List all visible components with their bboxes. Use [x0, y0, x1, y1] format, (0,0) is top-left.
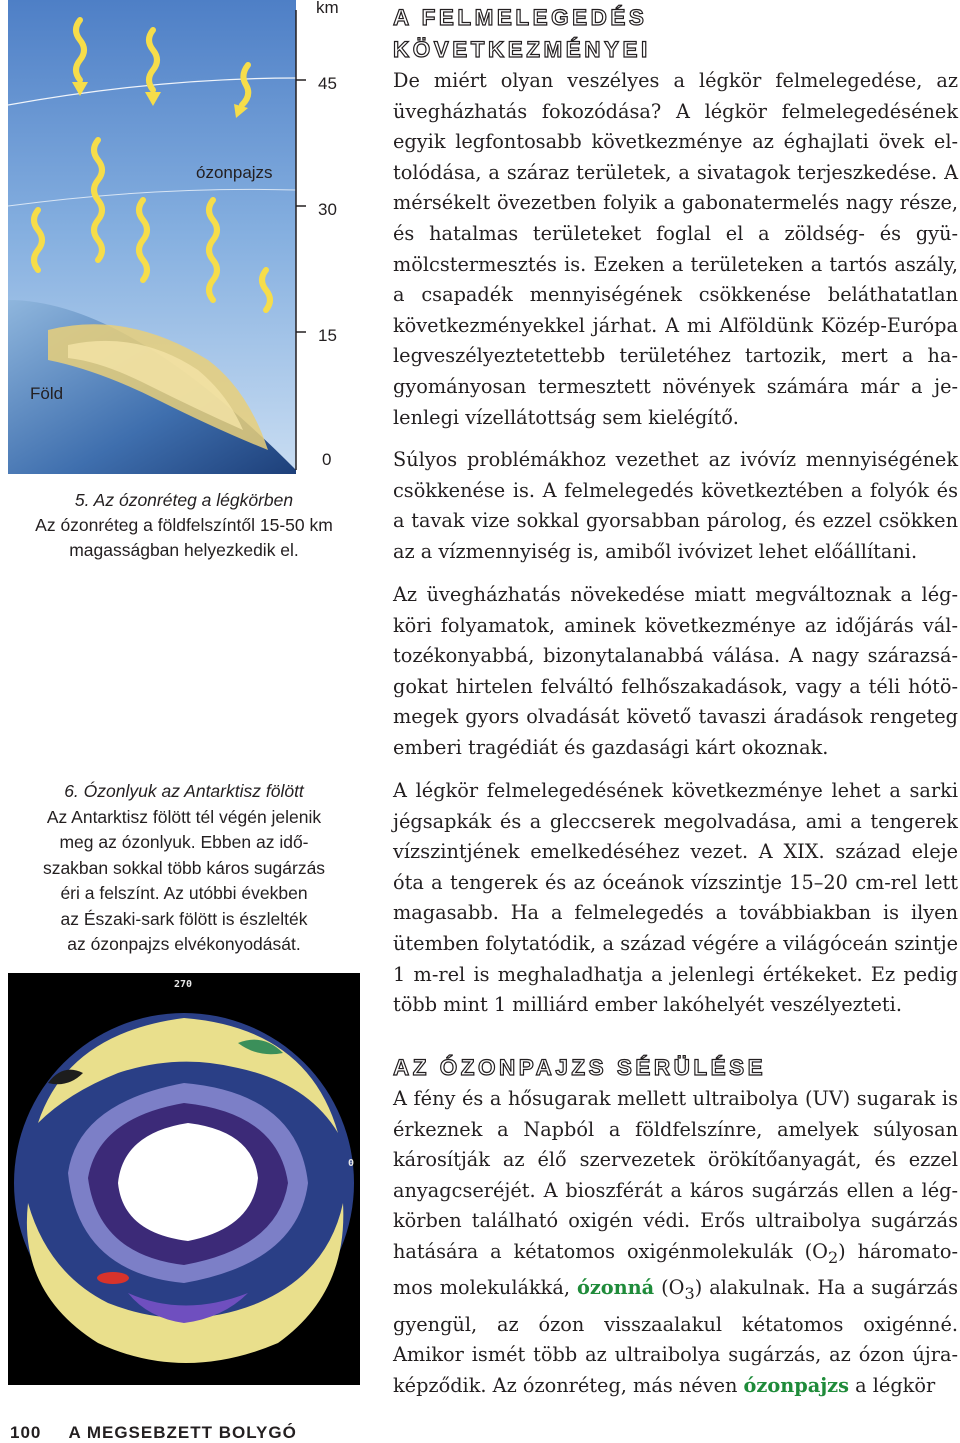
p5-text: ) alakulnak. Ha a sugárzás gyengül, az ózon visszaalakul kétatomos oxigénné. Amikor ismét több az ultraibolya sugárzás, az ózon újraképződik. Az ózonréteg, más néven — [393, 1276, 958, 1398]
page-number: 100 — [10, 1423, 42, 1442]
page-footer — [10, 1423, 297, 1443]
section1-heading-line2: KÖVETKEZMÉNYEI — [393, 37, 651, 62]
ozone-hole-map — [8, 973, 360, 1385]
p5-text: a légkör — [848, 1374, 936, 1398]
km-tick-0: 0 — [322, 450, 332, 469]
p5-text: (O — [654, 1276, 685, 1300]
paragraph-5 — [393, 1084, 958, 1402]
section1-heading — [393, 2, 713, 66]
p5-text: A fény és a hősugarak mellett ultraibolya (UV) sugarak is érkeznek a Napból a földfelszínre, amelyek súlyosan károsítják az élő szervezetek örökítőanyagát, és ezzel anyagcseréjét. A bioszférát a káros sugárzás ellen a légkörben található oxigén védi. Erős ultraibolya sugárzás hatására a kétatomos oxigénmolekulák (O — [393, 1087, 958, 1263]
ozone-layer-figure — [8, 0, 360, 474]
term-ozonpajzs: ózonpajzs — [743, 1374, 849, 1398]
figure1-caption-line: Az ózonréteg a földfelszíntől 15-50 km — [35, 515, 333, 535]
earth-label: Föld — [30, 384, 64, 403]
longitude-0-label: 0 — [348, 1158, 355, 1169]
section2-heading: AZ ÓZONPAJZS SÉRÜLÉSE — [393, 1055, 767, 1080]
km-tick-30: 30 — [318, 200, 337, 219]
chapter-title: A MEGSEBZETT BOLYGÓ — [68, 1423, 297, 1442]
ozone-hole-figure — [8, 973, 360, 1385]
subscript-3: 3 — [684, 1284, 695, 1304]
figure2-caption-line: az Északi-sark fölött is észlelték — [60, 908, 308, 929]
section1-heading-line1: A FELMELEGEDÉS — [393, 5, 648, 30]
term-ozonna: ózonná — [576, 1276, 655, 1300]
paragraph-4: A légkör felmelegedésének következménye lehet a sarki jégsapkák és a gleccserek megolvadása, ami a tengerek vízszintjének emelkedéséhez vezet. A XIX. század eleje óta a tengerek és az óceánok vízszintje 15–20 cm-rel lett magasabb. Ha a felmelegedés a továbbiakban is ilyen ütemben folytatódik, a század végére a világóceán szintje 1 m-rel is meghaladhatja a jelenlegi értékeket. Ez pedig több mint 1 milliárd ember lakóhelyét veszélyezteti. — [393, 779, 958, 1017]
p5-text: ) háromatomos molekulákká, — [393, 1239, 958, 1300]
figure2-caption-line: szakban sokkal több káros sugárzás — [42, 857, 326, 878]
figure2-caption-line: az ózonpajzs elvékonyodását. — [67, 934, 301, 954]
longitude-270-label: 270 — [174, 979, 193, 990]
figure1-caption-title: 5. Az ózonréteg a légkörben — [74, 490, 294, 510]
figure2-caption — [8, 779, 360, 958]
paragraph-3: Az üvegházhatás növekedése miatt megváltoznak a légköri folyamatok, aminek következménye az időjárás változékonyabbá, bizonytalanabbá válása. A nagy szárazságokat hirtelen felváltó felhőszakadások, vagy a téli hótömegek gyors olvadását követő tavaszi áradások rengeteg emberi tragédiát és gazdasági kárt okoznak. — [393, 583, 958, 759]
km-tick-15: 15 — [318, 326, 337, 345]
figure2-caption-line: meg az ózonlyuk. Ebben az idő- — [59, 832, 309, 852]
paragraph-1: De miért olyan veszélyes a légkör felmelegedése, az üvegházhatás fokozódása? A légkör felmelegedésének egyik legfontosabb következménye az éghajlati övek eltolódása, a száraz területek, a sivatagok terjeszkedése. A mérsékelt övezetben folyik a gabonatermelés nagy része, és hatalmas területeket foglal el a zöldség- és gyümölcstermesztés is. Ezeken a területeken a tartós aszály, a csapadék mennyiségének csökkenése beláthatatlan következményekkel járhat. A mi Alföldünk Közép-Európa legveszélyeztetettebb területéhez tartozik, mert a hagyományosan termesztett növények számára már a jelenlegi vízellátottság sem kielégítő. — [393, 69, 958, 429]
km-unit-label: km — [316, 0, 339, 17]
figure1-caption-line: magasságban helyezkedik el. — [69, 540, 299, 560]
figure2-caption-title: 6. Ózonlyuk az Antarktisz fölött — [64, 781, 304, 801]
ozone-shield-label: ózonpajzs — [196, 163, 273, 182]
figure1-caption — [8, 488, 360, 563]
paragraph-2: Súlyos problémákhoz vezethet az ivóvíz mennyiségének csökkenése is. A felmelegedés következtében a folyók és a tavak vize sokkal gyorsabban párolog, és ezzel csökken az a vízmennyiség is, amiből ivóvizet lehet előállítani. — [393, 448, 958, 563]
figure2-caption-line: Az Antarktisz fölött tél végén jelenik — [46, 806, 322, 827]
subscript-2: 2 — [827, 1247, 839, 1267]
km-tick-45: 45 — [318, 74, 337, 93]
figure2-caption-line: éri a felszínt. Az utóbbi években — [60, 883, 308, 903]
